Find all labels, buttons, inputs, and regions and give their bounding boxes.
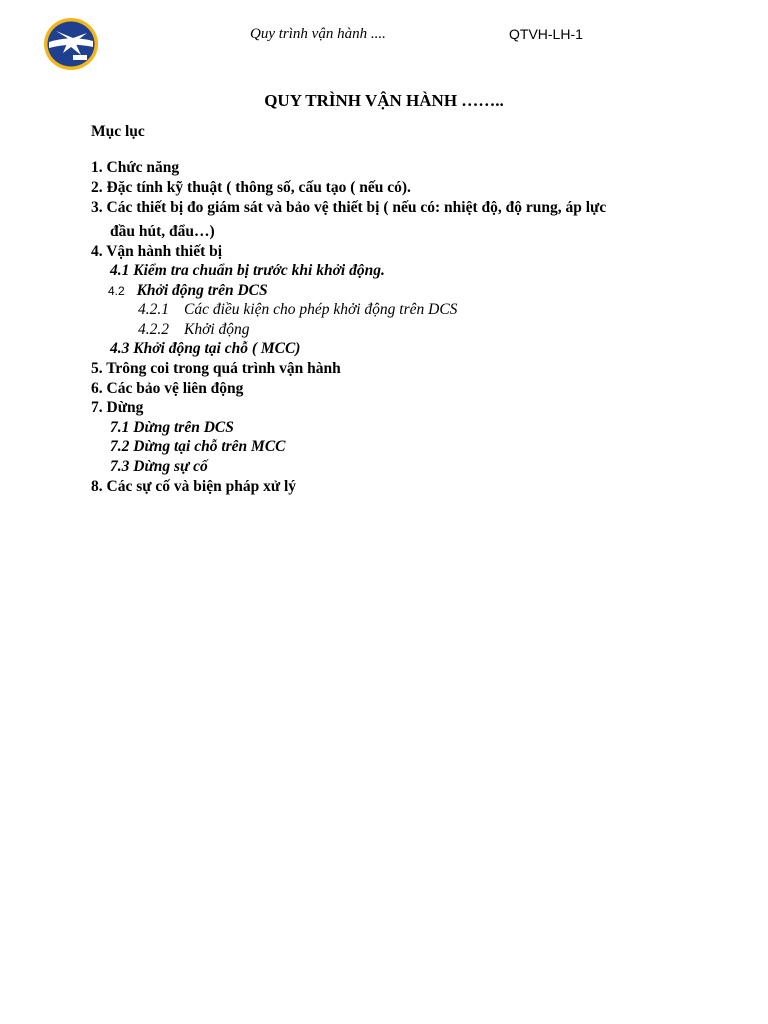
company-logo-icon: [43, 17, 99, 71]
toc-item-4-2-number: 4.2: [108, 284, 125, 298]
toc-item-6: 6. Các bảo vệ liên động: [91, 380, 244, 397]
document-code: QTVH-LH-1: [509, 26, 583, 42]
toc-item-1: 1. Chức năng: [91, 159, 180, 176]
toc-item-4-2-2-label: Khởi động: [184, 321, 250, 338]
toc-item-5: 5. Trông coi trong quá trình vận hành: [91, 360, 341, 377]
toc-item-4-2-label: Khởi động trên DCS: [136, 282, 268, 299]
toc-item-4-3: 4.3 Khởi động tại chỗ ( MCC): [110, 340, 301, 357]
header-title: Quy trình vận hành ....: [250, 26, 386, 42]
toc-item-7-2: 7.2 Dừng tại chỗ trên MCC: [110, 438, 286, 455]
toc-item-4-2-1-label: Các điều kiện cho phép khởi động trên DCS: [184, 301, 458, 318]
toc-item-4-2-2: [138, 320, 250, 340]
toc-item-4: 4. Vận hành thiết bị: [91, 243, 223, 260]
toc-item-4-1: 4.1 Kiểm tra chuẩn bị trước khi khởi động.: [110, 262, 385, 279]
toc-item-4-2-1: [138, 300, 457, 320]
toc-item-3-line1: 3. Các thiết bị đo giám sát và bảo vệ thiết bị ( nếu có: nhiệt độ, độ rung, áp lực: [91, 199, 607, 216]
toc-item-7-3: 7.3 Dừng sự cố: [110, 458, 208, 475]
toc-item-7-1: 7.1 Dừng trên DCS: [110, 419, 234, 436]
toc-item-4-2-2-number: 4.2.2: [138, 321, 169, 338]
toc-item-7: 7. Dừng: [91, 399, 144, 416]
document-title: QUY TRÌNH VẬN HÀNH ……..: [264, 91, 504, 110]
toc-item-2: 2. Đặc tính kỹ thuật ( thông số, cấu tạo ( nếu có).: [91, 179, 411, 196]
toc-item-3-line2: đầu hút, đẩu…): [110, 223, 215, 240]
toc-item-4-2: [108, 281, 268, 301]
toc-item-8: 8. Các sự cố và biện pháp xử lý: [91, 478, 297, 495]
toc-heading: Mục lục: [91, 123, 145, 140]
toc-item-4-2-1-number: 4.2.1: [138, 301, 169, 318]
